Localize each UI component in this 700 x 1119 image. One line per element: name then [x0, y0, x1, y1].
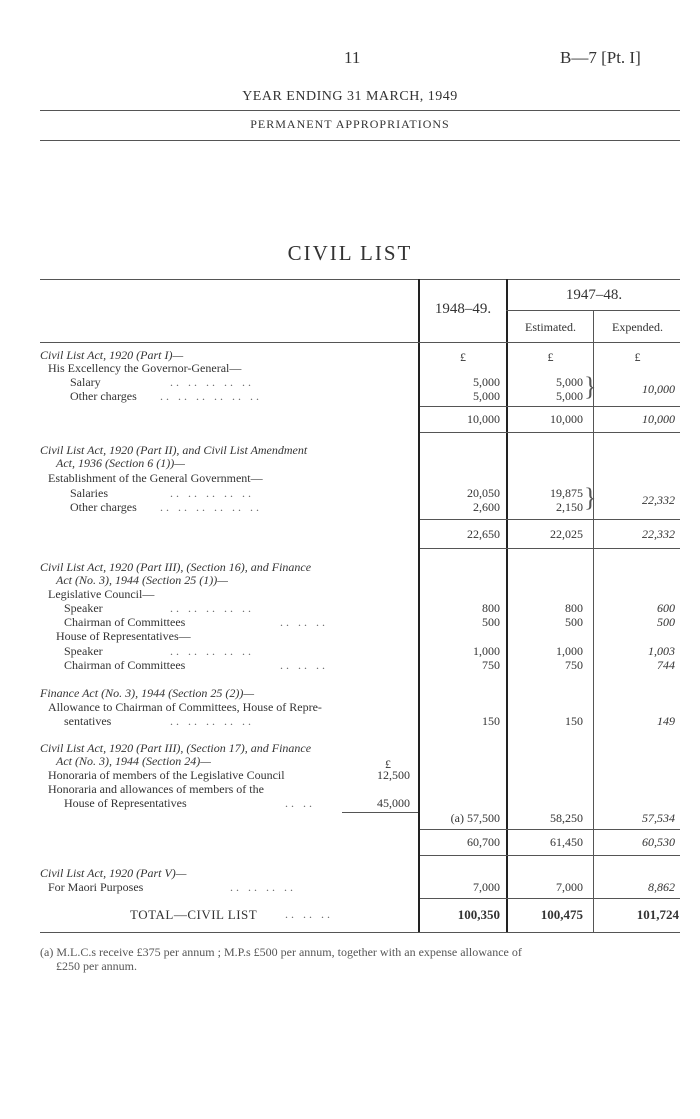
- row-label: Honoraria and allowances of members of the: [48, 782, 264, 796]
- currency-expended: £: [634, 350, 641, 364]
- section-subheading: Establishment of the General Government—: [48, 471, 263, 485]
- subtotal-rule: [420, 898, 680, 899]
- section-heading: Civil List Act, 1920 (Part II), and Civil List Amendment: [40, 443, 308, 457]
- cell-estimated: 800: [565, 601, 583, 615]
- grand-total-label: TOTAL—CIVIL LIST: [130, 907, 258, 922]
- cell-current: 5,000: [473, 375, 500, 389]
- row-label: For Maori Purposes: [48, 880, 144, 894]
- cell-expended: 149: [657, 714, 675, 728]
- header-rule-top: [40, 110, 680, 111]
- grand-total-expended: 101,724: [636, 907, 679, 922]
- brace-icon: }: [584, 483, 597, 512]
- page-number: 11: [344, 48, 361, 67]
- section-subheading: His Excellency the Governor-General—: [48, 361, 242, 375]
- row-label: Other charges: [70, 500, 137, 514]
- row-label: sentatives: [64, 714, 112, 728]
- section-heading: Civil List Act, 1920 (Part III), (Section 17), and Finance: [40, 741, 312, 755]
- row-label: House of Representatives: [64, 796, 187, 810]
- subtotal-estimated: 10,000: [550, 412, 583, 426]
- year-title: YEAR ENDING 31 MARCH, 1949: [242, 89, 458, 104]
- section-heading: Act (No. 3), 1944 (Section 25 (1))—: [56, 573, 228, 587]
- cell-current: 800: [482, 601, 500, 615]
- subtotal-estimated: 22,025: [550, 527, 583, 541]
- cell-current: 750: [482, 658, 500, 672]
- row-label: Salary: [70, 375, 101, 389]
- cell-current: 150: [482, 714, 500, 728]
- grand-total-estimated: 100,475: [540, 907, 583, 922]
- subtotal-rule: [420, 829, 680, 830]
- subtotal-current: 60,700: [467, 835, 500, 849]
- cell-estimated: 2,150: [556, 500, 583, 514]
- row-label: Allowance to Chairman of Committees, House of Repre-: [48, 700, 322, 714]
- cell-expended: 1,003: [648, 644, 675, 658]
- currency-estimated: £: [547, 350, 554, 364]
- cell-expended: 8,862: [648, 880, 675, 894]
- cell-expended: 600: [657, 601, 675, 615]
- column-header-expended: Expended.: [612, 320, 663, 334]
- cell-estimated: 5,000: [556, 389, 583, 403]
- column-divider-3: [593, 310, 594, 932]
- leader-dots: .. .. .. .. ..: [170, 601, 254, 615]
- leader-dots: .. ..: [285, 796, 315, 810]
- cell-current: 500: [482, 615, 500, 629]
- row-label: Honoraria of members of the Legislative Council: [48, 768, 285, 782]
- section-heading: Act (No. 3), 1944 (Section 24)—: [56, 754, 211, 768]
- inner-amount: 45,000: [377, 796, 410, 810]
- leader-dots: .. .. ..: [280, 615, 328, 629]
- cell-estimated: 750: [565, 658, 583, 672]
- section-heading: Civil List Act, 1920 (Part III), (Section 16), and Finance: [40, 560, 312, 574]
- subtotal-rule: [420, 406, 680, 407]
- cell-expended: 57,534: [642, 811, 675, 825]
- grand-total-current: 100,350: [457, 907, 500, 922]
- inner-amount: 12,500: [377, 768, 410, 782]
- pound-sign: £: [385, 757, 391, 771]
- cell-estimated: 500: [565, 615, 583, 629]
- section-heading: Civil List Act, 1920 (Part V)—: [40, 866, 187, 880]
- cell-estimated: 150: [565, 714, 583, 728]
- column-header-current: 1948–49.: [434, 301, 492, 317]
- cell-current: (a) 57,500: [450, 811, 500, 825]
- currency-current: £: [460, 350, 466, 364]
- column-header-estimated: Estimated.: [525, 320, 576, 334]
- column-header-rule: [40, 342, 680, 343]
- section-heading: Finance Act (No. 3), 1944 (Section 25 (2))—: [40, 686, 255, 700]
- footnote: (a) M.L.C.s receive £375 per annum ; M.P.s £500 per annum, together with an expense allowance of: [40, 945, 522, 959]
- section-heading: Civil List Act, 1920 (Part I)—: [40, 348, 184, 362]
- row-label: Salaries: [70, 486, 108, 500]
- leader-dots: .. .. ..: [280, 658, 328, 672]
- cell-current: 20,050: [467, 486, 500, 500]
- subtotal-rule: [420, 432, 680, 433]
- table-top-rule: [40, 279, 680, 280]
- row-label: Chairman of Committees: [64, 658, 186, 672]
- document-reference: B—7 [Pt. I]: [560, 48, 641, 67]
- leader-dots: .. .. .. ..: [230, 880, 296, 894]
- cell-current: 7,000: [473, 880, 500, 894]
- leader-dots: .. .. ..: [285, 907, 333, 921]
- cell-current: 1,000: [473, 644, 500, 658]
- cell-expended: 500: [657, 615, 675, 629]
- section-title: PERMANENT APPROPRIATIONS: [250, 117, 450, 131]
- row-label: Speaker: [64, 601, 103, 615]
- leader-dots: .. .. .. .. .. ..: [160, 389, 262, 403]
- cell-estimated: 5,000: [556, 375, 583, 389]
- section-subheading: House of Representatives—: [56, 629, 191, 643]
- table-bottom-rule: [40, 932, 680, 933]
- footnote-continuation: £250 per annum.: [56, 959, 137, 973]
- subtotal-rule: [420, 519, 680, 520]
- subtotal-current: 22,650: [467, 527, 500, 541]
- subtotal-estimated: 61,450: [550, 835, 583, 849]
- leader-dots: .. .. .. .. ..: [170, 714, 254, 728]
- header-rule-bottom: [40, 140, 680, 141]
- row-label: Other charges: [70, 389, 137, 403]
- cell-estimated: 58,250: [550, 811, 583, 825]
- cell-current: 5,000: [473, 389, 500, 403]
- inner-rule: [342, 812, 418, 813]
- subtotal-current: 10,000: [467, 412, 500, 426]
- subtotal-rule: [420, 855, 680, 856]
- cell-estimated: 7,000: [556, 880, 583, 894]
- cell-expended: 10,000: [642, 382, 675, 396]
- cell-current: 2,600: [473, 500, 500, 514]
- group-header-rule: [506, 310, 680, 311]
- page-title: CIVIL LIST: [287, 241, 413, 265]
- subtotal-rule: [420, 548, 680, 549]
- cell-estimated: 19,875: [550, 486, 583, 500]
- subtotal-expended: 22,332: [642, 527, 675, 541]
- column-header-prior-year: 1947–48.: [565, 287, 623, 303]
- leader-dots: .. .. .. .. ..: [170, 644, 254, 658]
- section-subheading: Legislative Council—: [48, 587, 155, 601]
- cell-expended: 744: [657, 658, 675, 672]
- row-label: Speaker: [64, 644, 103, 658]
- subtotal-expended: 60,530: [642, 835, 675, 849]
- leader-dots: .. .. .. .. ..: [170, 375, 254, 389]
- leader-dots: .. .. .. .. .. ..: [160, 500, 262, 514]
- row-label: Chairman of Committees: [64, 615, 186, 629]
- cell-estimated: 1,000: [556, 644, 583, 658]
- brace-icon: }: [584, 372, 597, 401]
- section-heading: Act, 1936 (Section 6 (1))—: [56, 456, 185, 470]
- cell-expended: 22,332: [642, 493, 675, 507]
- leader-dots: .. .. .. .. ..: [170, 486, 254, 500]
- subtotal-expended: 10,000: [642, 412, 675, 426]
